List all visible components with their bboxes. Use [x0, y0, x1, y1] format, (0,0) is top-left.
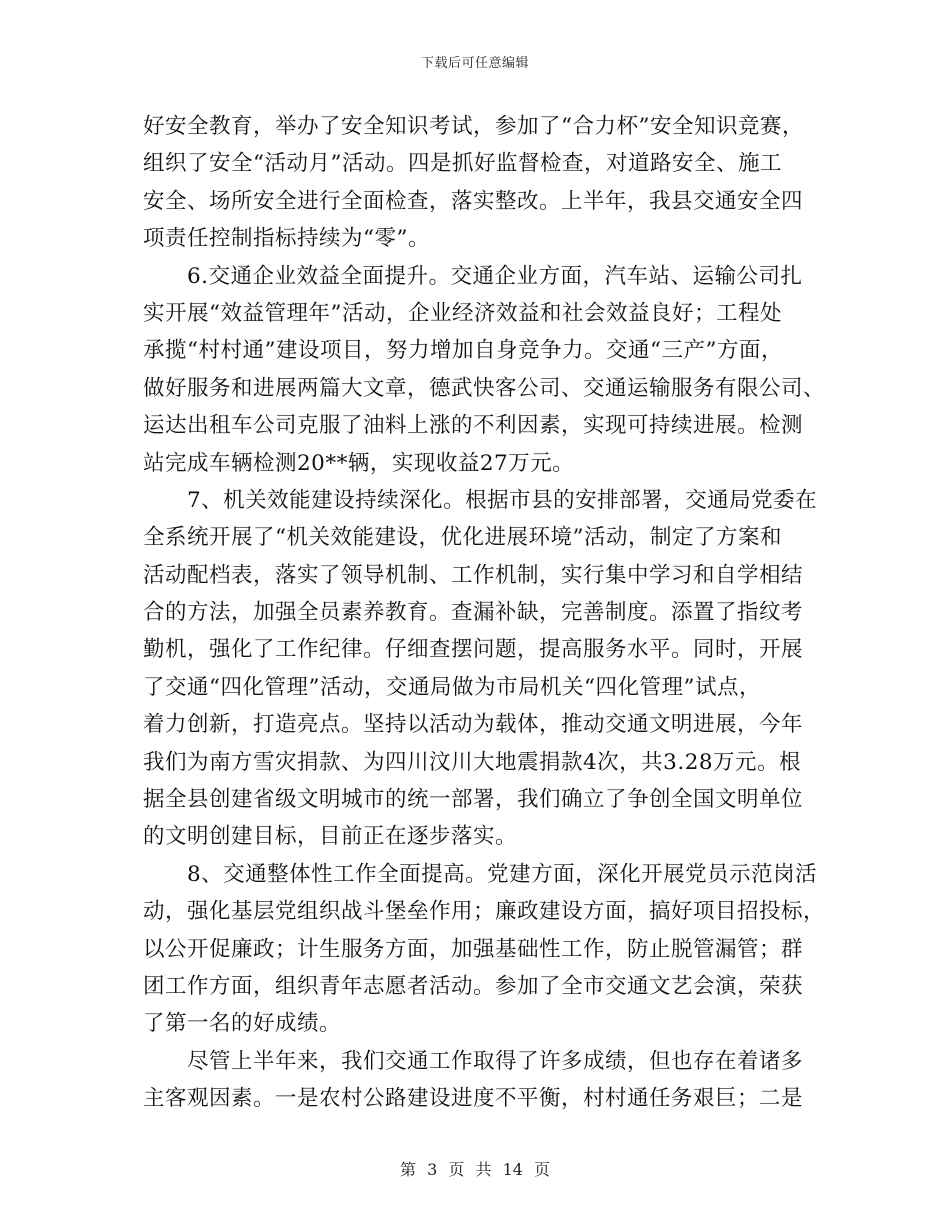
- body-line: 实开展“效益管理年”活动，企业经济效益和社会效益良好；工程处: [143, 300, 782, 326]
- footer-of-label: 共: [475, 1160, 492, 1179]
- body-line: 的文明创建目标，目前正在逐步落实。: [143, 824, 518, 850]
- page-footer: [0, 1157, 950, 1180]
- body-line: 全系统开展了“机关效能建设，优化进展环境”活动，制定了方案和: [143, 525, 782, 551]
- body-line: 了交通“四化管理”活动，交通局做为市局机关“四化管理”试点，: [143, 674, 761, 700]
- body-line: 站完成车辆检测20**辆，实现收益27万元。: [143, 450, 575, 476]
- body-line: 运达出租车公司克服了油料上涨的不利因素，实现可持续进展。检测: [143, 413, 804, 439]
- body-line: 主客观因素。一是农村公路建设进度不平衡，村村通任务艰巨；二是: [143, 1086, 804, 1112]
- footer-prefix: 第: [399, 1160, 416, 1179]
- body-line: 安全、场所安全进行全面检查，落实整改。上半年，我县交通安全四: [143, 188, 804, 214]
- body-line: 着力创新，打造亮点。坚持以活动为载体，推动交通文明进展，今年: [143, 712, 804, 738]
- document-body: [143, 108, 826, 1118]
- paragraph-start-line: 8、交通整体性工作全面提高。党建方面，深化开展党员示范岗活: [187, 861, 818, 887]
- body-line: 以公开促廉政；计生服务方面，加强基础性工作，防止脱管漏管；群: [143, 936, 804, 962]
- paragraph-start-line: 6.交通企业效益全面提升。交通企业方面，汽车站、运输公司扎: [187, 263, 803, 289]
- paragraph-start-line: 尽管上半年来，我们交通工作取得了许多成绩，但也存在着诸多: [187, 1048, 804, 1074]
- body-line: 组织了安全“活动月”活动。四是抓好监督检查，对道路安全、施工: [143, 151, 782, 177]
- footer-suffix: 页: [534, 1160, 551, 1179]
- body-line: 好安全教育，举办了安全知识考试，参加了“合力杯”安全知识竞赛，: [143, 114, 804, 139]
- body-line: 据全县创建省级文明城市的统一部署，我们确立了争创全国文明单位: [143, 787, 804, 813]
- footer-total-pages: 14: [502, 1160, 523, 1179]
- body-line: 我们为南方雪灾捐款、为四川汶川大地震捐款4次，共3.28万元。根: [143, 749, 802, 775]
- body-line: 承揽“村村通”建设项目，努力增加自身竞争力。交通“三产”方面，: [143, 338, 783, 364]
- page-header: 下载后可任意编辑: [420, 56, 529, 71]
- body-line: 动，强化基层党组织战斗堡垒作用；廉政建设方面，搞好项目招投标，: [143, 899, 826, 925]
- body-line: 活动配档表，落实了领导机制、工作机制，实行集中学习和自学相结: [143, 562, 804, 588]
- body-line: 了第一名的好成绩。: [143, 1011, 342, 1037]
- paragraph-start-line: 7、机关效能建设持续深化。根据市县的安排部署，交通局党委在: [187, 487, 818, 513]
- body-line: 合的方法，加强全员素养教育。查漏补缺，完善制度。添置了指纹考: [143, 600, 804, 626]
- footer-page-number: 3: [427, 1160, 438, 1179]
- body-line: 勤机，强化了工作纪律。仔细查摆问题，提高服务水平。同时，开展: [143, 637, 804, 663]
- body-line: 团工作方面，组织青年志愿者活动。参加了全市交通文艺会演，荣获: [143, 973, 804, 999]
- footer-page-label: 页: [448, 1160, 465, 1179]
- body-line: 做好服务和进展两篇大文章，德武快客公司、交通运输服务有限公司、: [143, 375, 826, 401]
- body-line: 项责任控制指标持续为“零”。: [143, 226, 430, 252]
